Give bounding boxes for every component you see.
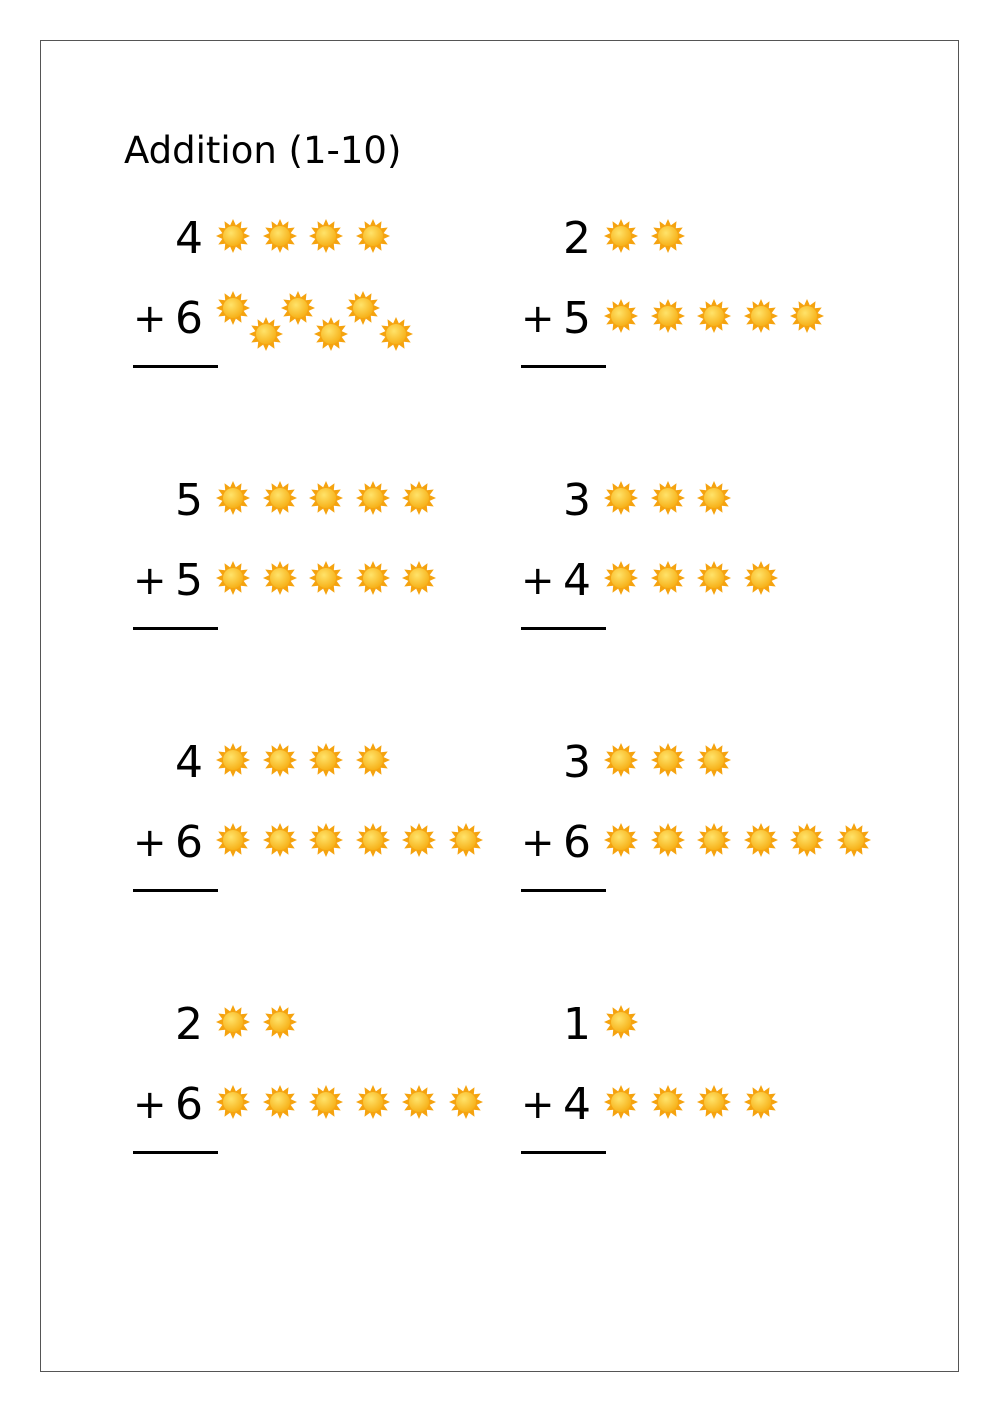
answer-line xyxy=(521,365,606,368)
sun-icon xyxy=(308,560,344,596)
sun-icon xyxy=(345,290,381,326)
sun-icon xyxy=(650,822,686,858)
sun-icon xyxy=(696,298,732,334)
sun-icon xyxy=(308,480,344,516)
answer-line xyxy=(521,889,606,892)
sun-icon xyxy=(696,1084,732,1120)
sun-icon xyxy=(743,822,779,858)
bottom-addend: 6 xyxy=(175,293,203,344)
addition-problem xyxy=(521,476,921,656)
top-addend: 4 xyxy=(175,213,203,264)
bottom-addend: 4 xyxy=(563,555,591,606)
sun-icon xyxy=(280,290,316,326)
bottom-addend: 6 xyxy=(563,817,591,868)
sun-icon xyxy=(650,480,686,516)
sun-icon xyxy=(355,480,391,516)
sun-icon xyxy=(262,822,298,858)
sun-icon xyxy=(696,480,732,516)
bottom-addend: 5 xyxy=(175,555,203,606)
plus-sign: + xyxy=(521,820,555,866)
sun-icon xyxy=(603,1084,639,1120)
plus-sign: + xyxy=(521,296,555,342)
sun-icon xyxy=(308,822,344,858)
sun-icon xyxy=(603,822,639,858)
addition-problem xyxy=(133,1000,533,1180)
sun-icon xyxy=(448,822,484,858)
sun-icon xyxy=(215,822,251,858)
sun-icon xyxy=(355,822,391,858)
answer-line xyxy=(521,1151,606,1154)
sun-icon xyxy=(401,822,437,858)
sun-icon xyxy=(355,1084,391,1120)
addition-problem xyxy=(521,214,921,394)
sun-icon xyxy=(262,742,298,778)
sun-icon xyxy=(650,742,686,778)
sun-icon xyxy=(355,742,391,778)
sun-icon xyxy=(378,316,414,352)
worksheet-title: Addition (1-10) xyxy=(124,129,402,172)
sun-icon xyxy=(262,1004,298,1040)
sun-icon xyxy=(215,560,251,596)
sun-icon xyxy=(743,560,779,596)
sun-icon xyxy=(603,560,639,596)
sun-icon xyxy=(743,1084,779,1120)
sun-icon xyxy=(215,480,251,516)
sun-icon xyxy=(248,316,284,352)
sun-icon xyxy=(262,218,298,254)
answer-line xyxy=(521,627,606,630)
sun-icon xyxy=(650,1084,686,1120)
top-addend: 4 xyxy=(175,737,203,788)
sun-icon xyxy=(696,822,732,858)
sun-icon xyxy=(308,1084,344,1120)
sun-icon xyxy=(650,218,686,254)
sun-icon xyxy=(215,290,251,326)
plus-sign: + xyxy=(133,820,167,866)
addition-problem xyxy=(521,1000,921,1180)
sun-icon xyxy=(603,742,639,778)
sun-icon xyxy=(603,480,639,516)
sun-icon xyxy=(215,1004,251,1040)
sun-icon xyxy=(603,298,639,334)
sun-icon xyxy=(603,218,639,254)
sun-icon xyxy=(215,1084,251,1120)
answer-line xyxy=(133,627,218,630)
addition-problem xyxy=(521,738,921,918)
answer-line xyxy=(133,889,218,892)
sun-icon xyxy=(603,1004,639,1040)
sun-icon xyxy=(650,560,686,596)
bottom-addend: 4 xyxy=(563,1079,591,1130)
sun-icon xyxy=(448,1084,484,1120)
top-addend: 1 xyxy=(563,999,591,1050)
sun-icon xyxy=(401,1084,437,1120)
sun-icon xyxy=(308,218,344,254)
plus-sign: + xyxy=(133,558,167,604)
plus-sign: + xyxy=(133,296,167,342)
sun-icon xyxy=(650,298,686,334)
sun-icon xyxy=(696,560,732,596)
bottom-addend: 5 xyxy=(563,293,591,344)
addition-problem xyxy=(133,738,533,918)
sun-icon xyxy=(789,298,825,334)
sun-icon xyxy=(262,1084,298,1120)
top-addend: 2 xyxy=(563,213,591,264)
sun-icon xyxy=(313,316,349,352)
sun-icon xyxy=(215,742,251,778)
bottom-addend: 6 xyxy=(175,817,203,868)
addition-problem xyxy=(133,214,533,394)
answer-line xyxy=(133,365,218,368)
sun-icon xyxy=(696,742,732,778)
sun-icon xyxy=(262,480,298,516)
sun-icon xyxy=(308,742,344,778)
sun-icon xyxy=(401,560,437,596)
sun-icon xyxy=(743,298,779,334)
plus-sign: + xyxy=(521,558,555,604)
sun-icon xyxy=(401,480,437,516)
bottom-addend: 6 xyxy=(175,1079,203,1130)
sun-icon xyxy=(215,218,251,254)
sun-icon xyxy=(262,560,298,596)
top-addend: 2 xyxy=(175,999,203,1050)
addition-problem xyxy=(133,476,533,656)
plus-sign: + xyxy=(521,1082,555,1128)
answer-line xyxy=(133,1151,218,1154)
plus-sign: + xyxy=(133,1082,167,1128)
top-addend: 3 xyxy=(563,737,591,788)
sun-icon xyxy=(836,822,872,858)
sun-icon xyxy=(355,560,391,596)
top-addend: 3 xyxy=(563,475,591,526)
top-addend: 5 xyxy=(175,475,203,526)
sun-icon xyxy=(355,218,391,254)
sun-icon xyxy=(789,822,825,858)
